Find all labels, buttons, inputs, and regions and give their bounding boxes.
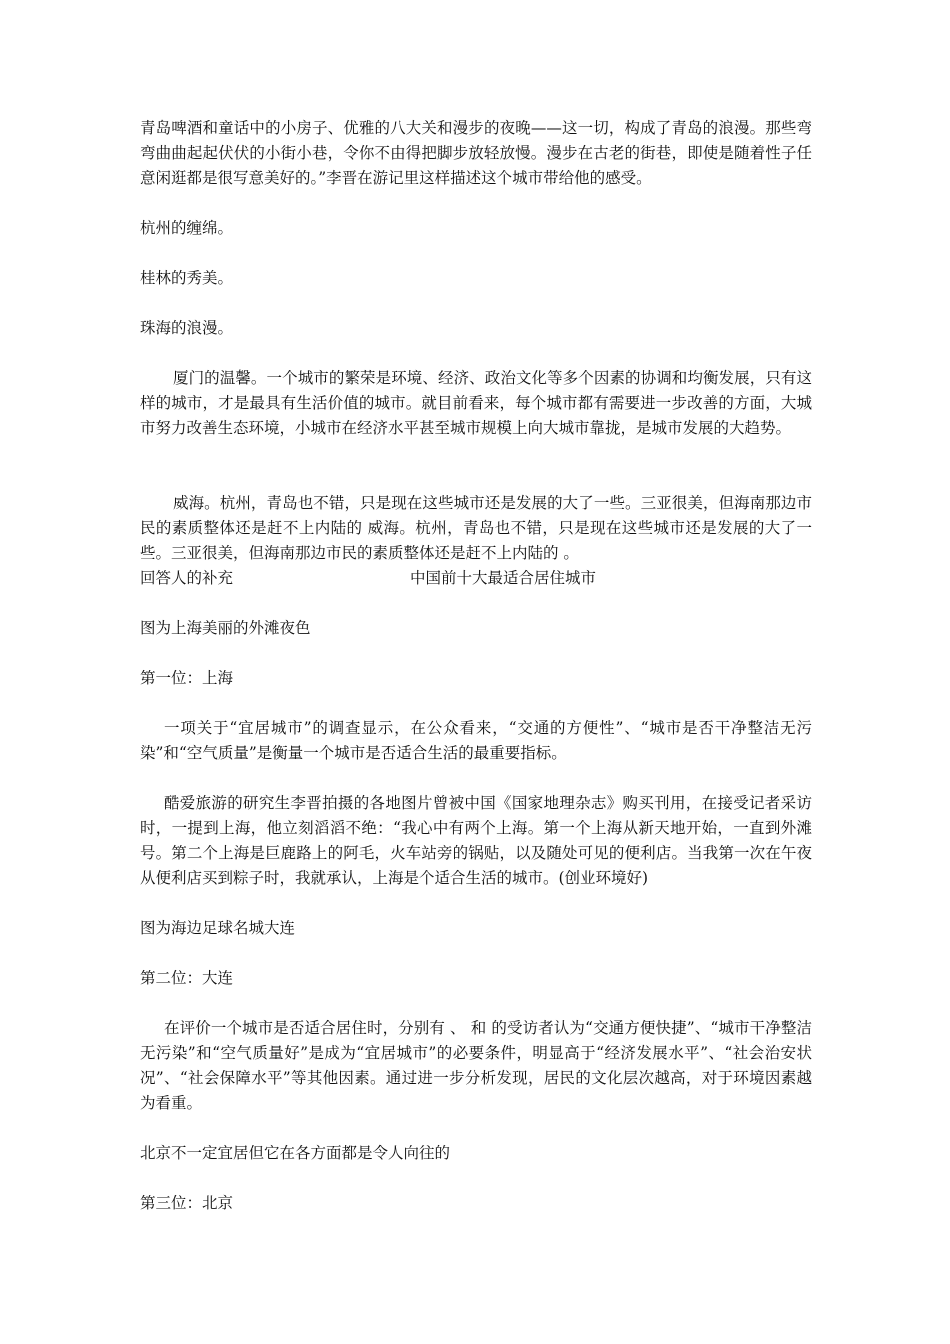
rank-1-shanghai: 第一位：上海 (140, 669, 234, 687)
paragraph-zhuhai: 珠海的浪漫。 (140, 319, 234, 337)
paragraph-hangzhou: 杭州的缠绵。 (140, 219, 234, 237)
paragraph-weihai: 威海。杭州，青岛也不错，只是现在这些城市还是发展的大了一些。三亚很美，但海南那边市民的素质整体还是赶不上内陆的 威海。杭州，青岛也不错，只是现在这些城市还是发展的大了一些。三亚很美，但海南那边市民的素质整体还是赶不上内陆的 。 (140, 494, 812, 562)
caption-shanghai: 图为上海美丽的外滩夜色 (140, 619, 311, 637)
caption-beijing: 北京不一定宜居但它在各方面都是令人向往的 (140, 1144, 451, 1162)
paragraph-qingdao: 青岛啤酒和童话中的小房子、优雅的八大关和漫步的夜晚——这一切，构成了青岛的浪漫。那些弯弯曲曲起起伏伏的小街小巷，令你不由得把脚步放轻放慢。漫步在古老的街巷，即使是随着性子任意闲逛都是很写意美好的。”李晋在游记里这样描述这个城市带给他的感受。 (140, 119, 812, 187)
paragraph-xiamen: 厦门的温馨。一个城市的繁荣是环境、经济、政治文化等多个因素的协调和均衡发展，只有这样的城市，才是最具有生活价值的城市。就目前看来，每个城市都有需要进一步改善的方面，大城市努力改善生态环境，小城市在经济水平甚至城市规模上向大城市靠拢，是城市发展的大趋势。 (140, 369, 812, 437)
paragraph-evaluation: 在评价一个城市是否适合居住时，分别有 、 和 的受访者认为“交通方便快捷”、“城市干净整洁无污染”和“空气质量好”是成为“宜居城市”的必要条件，明显高于“经济发展水平”、“社会治安状况”、“社会保障水平”等其他因素。通过进一步分析发现，居民的文化层次越高，对于环境因素越为看重。 (140, 1019, 812, 1112)
top-ten-cities-heading: 中国前十大最适合居住城市 (410, 569, 597, 587)
answerer-supplement-label: 回答人的补充 (140, 569, 234, 587)
rank-2-dalian: 第二位：大连 (140, 969, 234, 987)
rank-3-beijing: 第三位：北京 (140, 1194, 234, 1212)
caption-dalian: 图为海边足球名城大连 (140, 919, 296, 937)
paragraph-guilin: 桂林的秀美。 (140, 269, 234, 287)
paragraph-lijin: 酷爱旅游的研究生李晋拍摄的各地图片曾被中国《国家地理杂志》购买刊用，在接受记者采访时，一提到上海，他立刻滔滔不绝：“我心中有两个上海。第一个上海从新天地开始，一直到外滩 号。第二个上海是巨鹿路上的阿毛，火车站旁的锅贴，以及随处可见的便利店。当我第一次在午夜从便利店买到粽子时，我就承认，上海是个适合生活的城市。(创业环境好) (140, 794, 812, 887)
paragraph-survey: 一项关于“宜居城市”的调查显示，在公众看来，“交通的方便性”、“城市是否干净整洁无污染”和“空气质量”是衡量一个城市是否适合生活的最重要指标。 (140, 719, 812, 762)
